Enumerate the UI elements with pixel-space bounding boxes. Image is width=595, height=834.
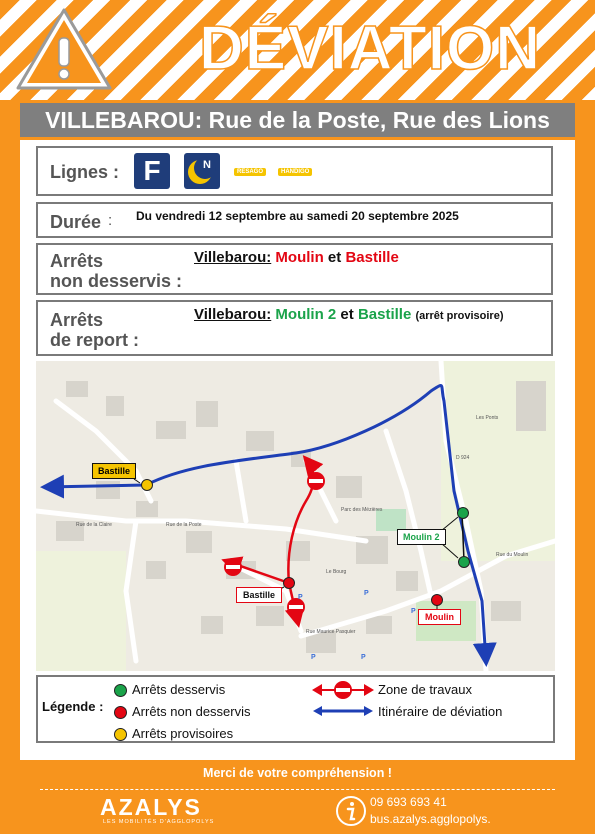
duration-label: Durée [50,212,102,232]
stop-dot-moulin-2b[interactable] [459,557,470,568]
footer-divider [40,789,555,790]
thanks-text: Merci de votre compréhension ! [203,766,392,780]
website-link[interactable]: bus.azalys.agglopolys. [370,812,491,826]
legend-green-dot [114,684,127,697]
legend-title: Légende : [42,699,104,714]
line-f-badge: F [134,153,170,189]
azalys-slogan: LES MOBILITÉS D'AGGLOPOLYS [103,819,215,825]
svg-text:Le Bourg: Le Bourg [326,569,347,575]
stop-moulin: Moulin [275,249,324,266]
svg-text:P: P [298,594,303,601]
duration-box: Durée : Du vendredi 12 septembre au samedi 20 septembre 2025 [36,202,553,238]
stop-dot-moulin[interactable] [432,595,443,606]
resago-tag: RESAGO [234,168,266,176]
label-moulin: Moulin [418,609,461,625]
label-bastille-closed: Bastille [236,587,282,603]
stop-dot-moulin-2a[interactable] [458,508,469,519]
svg-text:P: P [364,590,369,597]
svg-text:Rue du Moulin: Rue du Moulin [496,552,529,558]
handigo-tag: HANDIGO [278,168,312,176]
svg-text:P: P [411,608,416,615]
legend-box: Légende : Arrêts desservis Arrêts non desservis Arrêts provisoires Zone de travaux Itinéraire de déviation [36,675,555,743]
page-title: DÉVIATION [199,14,541,83]
azalys-logo: AZALYS [100,794,202,820]
town-name: Villebarou: [194,249,272,266]
svg-text:P: P [361,654,366,661]
svg-text:Parc des Mézières: Parc des Mézières [341,507,383,513]
label-moulin-2: Moulin 2 [397,529,446,545]
location-bar: VILLEBAROU: Rue de la Poste, Rue des Lions [20,103,575,137]
svg-text:Les Ponts: Les Ponts [476,415,499,421]
town-name: Villebarou: [194,306,272,323]
not-served-box: Arrêts non desservis : Villebarou: Moulin et Bastille [36,243,553,295]
temporary-note: (arrêt provisoire) [415,310,504,322]
label-bastille-temp: Bastille [92,463,136,479]
moon-icon [184,153,220,189]
lines-box [36,146,553,196]
transfer-box: Arrêts de report : Villebarou: Moulin 2 et Bastille (arrêt provisoire) [36,300,553,356]
svg-text:D 924: D 924 [456,455,470,461]
svg-text:Rue de la Poste: Rue de la Poste [166,522,202,528]
duration-text: Du vendredi 12 septembre au samedi 20 septembre 2025 [136,209,459,223]
info-icon [335,795,367,827]
svg-text:Rue Maurice Pasquier: Rue Maurice Pasquier [306,629,356,635]
detour-arrow-icon [313,705,373,717]
legend-red-dot [114,706,127,719]
svg-text:P: P [311,654,316,661]
works-zone-icon [308,679,378,701]
legend-yellow-dot [114,728,127,741]
line-n-badge: N [184,153,220,189]
lines-label: Lignes : [50,162,120,182]
stop-dot-bastille-temp[interactable] [142,480,153,491]
stop-bastille: Bastille [345,249,399,266]
stop-bastille: Bastille [357,306,412,323]
detour-map[interactable] [36,361,555,671]
phone-number[interactable]: 09 693 693 41 [370,795,447,809]
stop-moulin-2: Moulin 2 [275,306,337,323]
svg-text:Rue de la Claire: Rue de la Claire [76,522,112,528]
stop-dot-bastille-closed[interactable] [284,578,295,589]
warning-triangle-icon [14,6,114,92]
